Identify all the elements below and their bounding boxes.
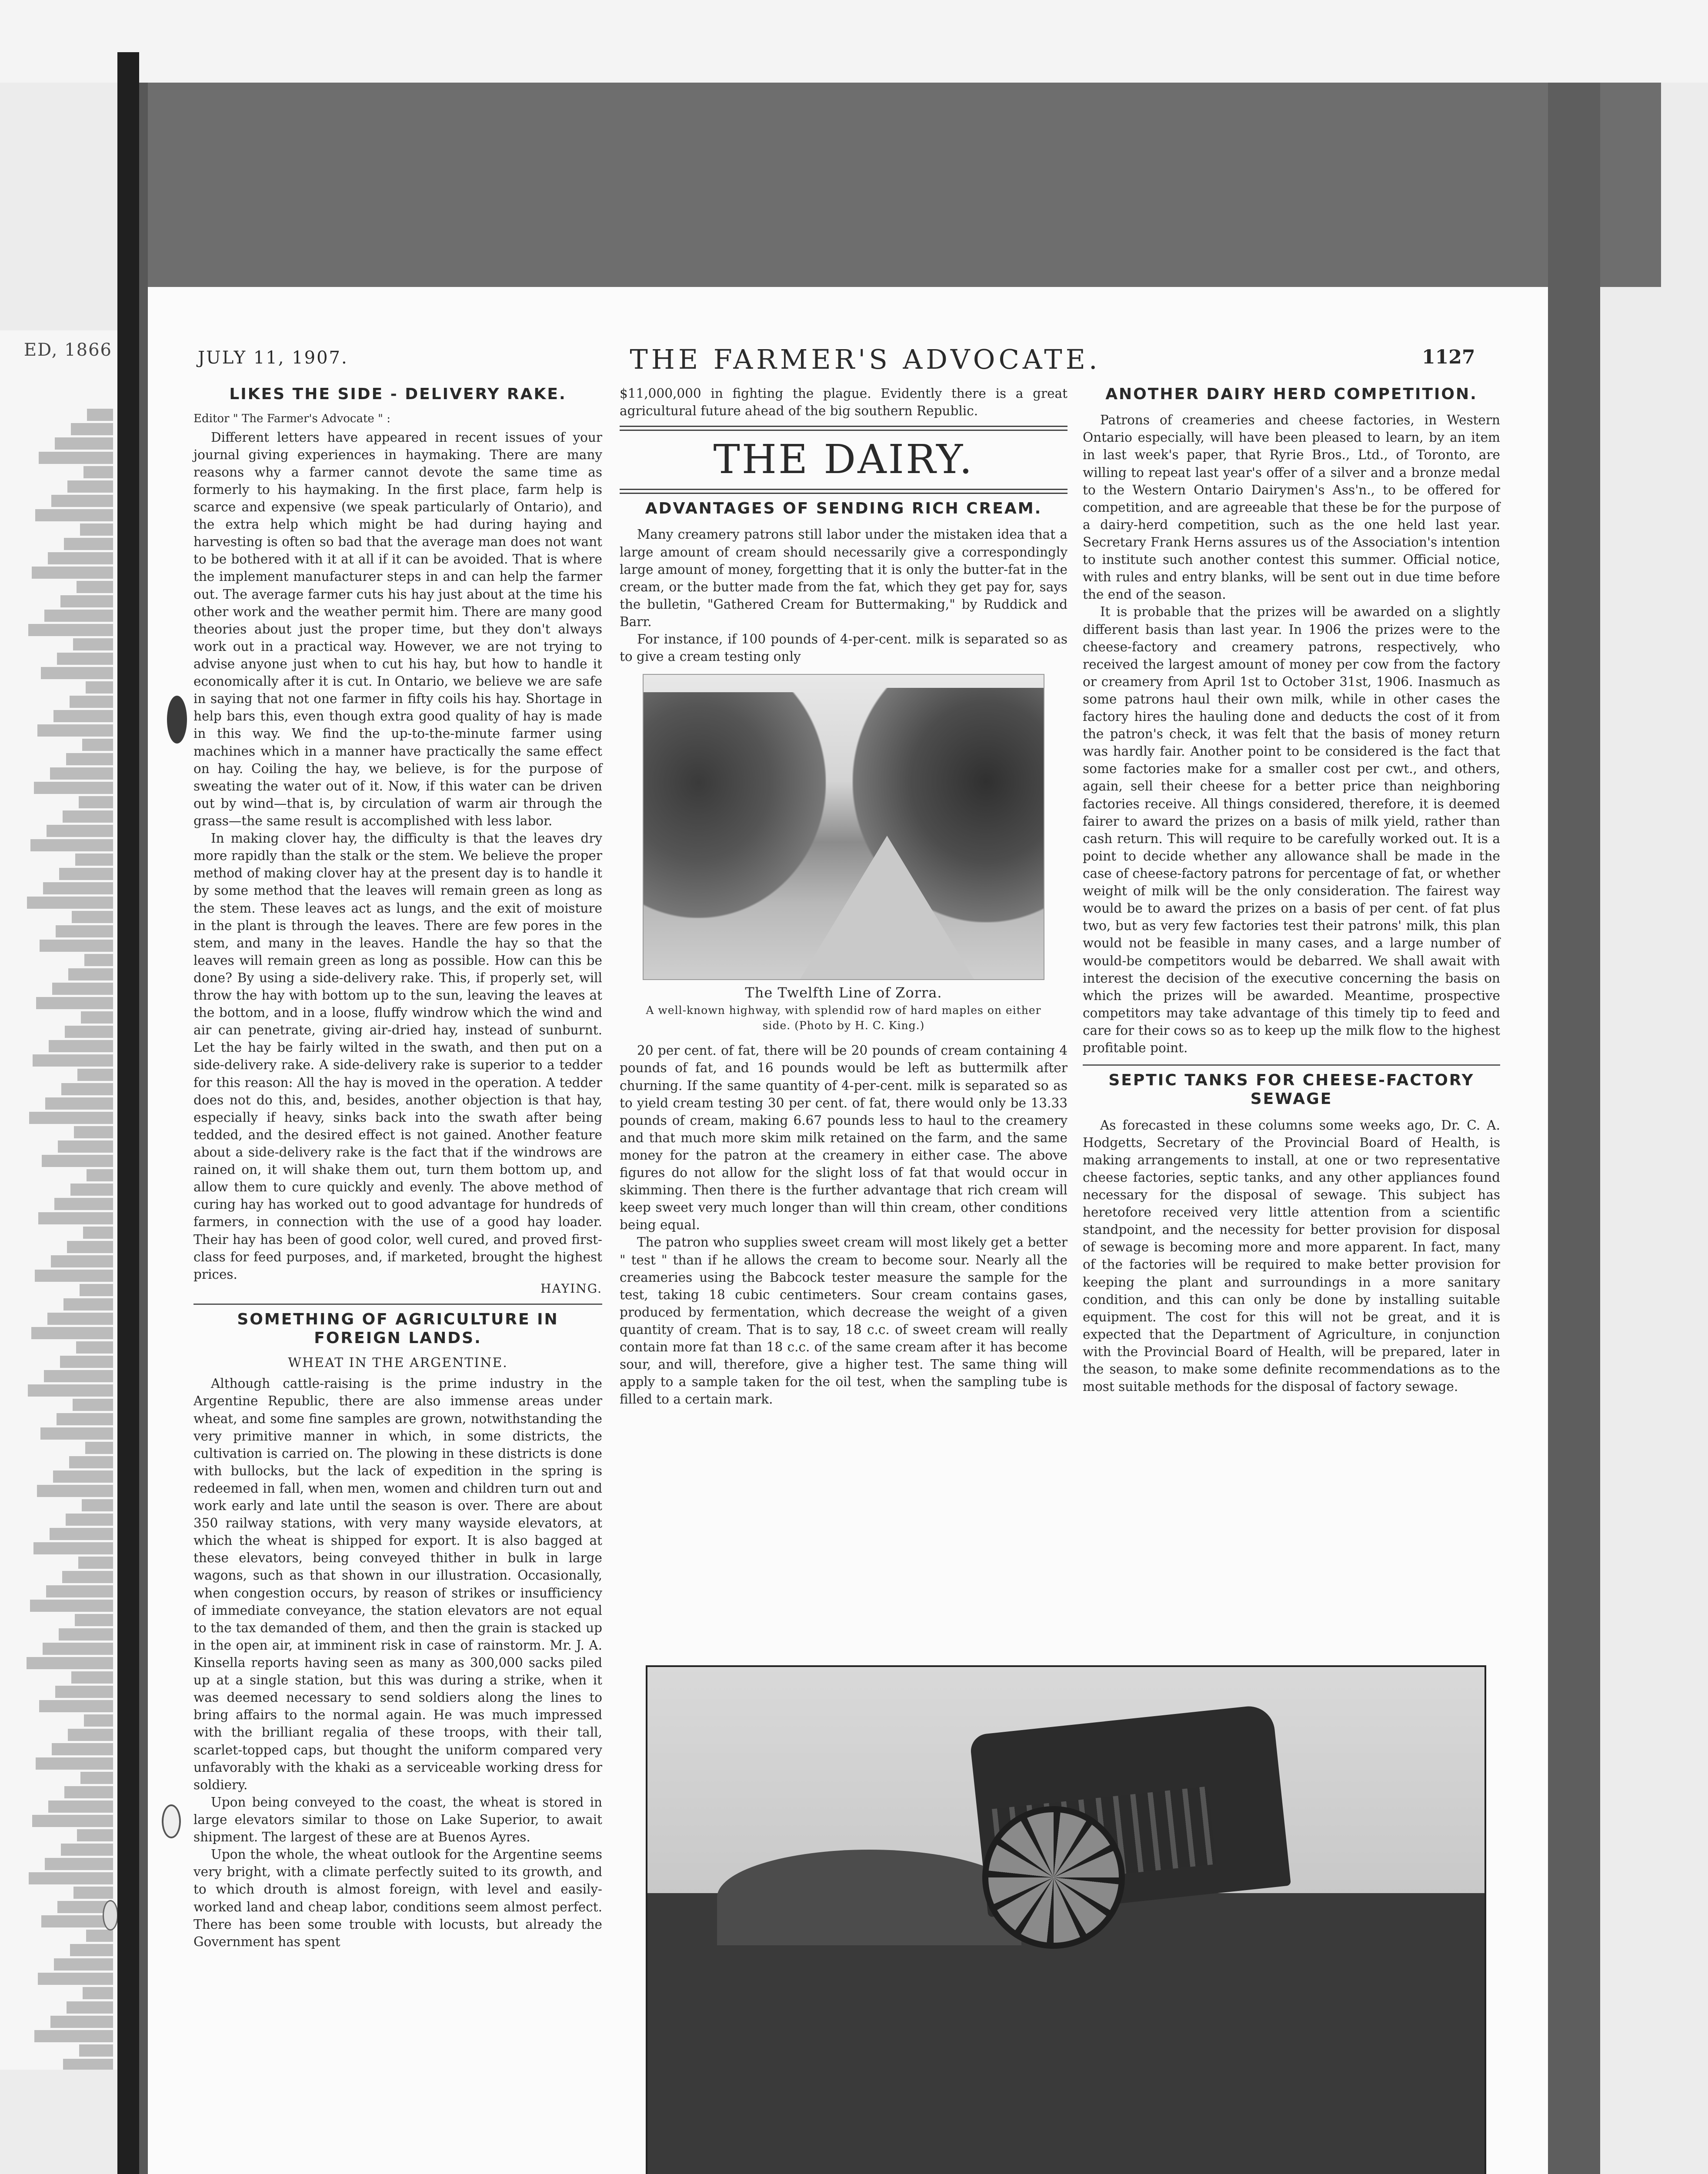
previous-page-text-line (27, 897, 113, 909)
scan-shadow (130, 83, 1661, 287)
previous-page-text-line (42, 1155, 113, 1167)
previous-page-text-line (46, 1585, 113, 1597)
previous-page-text-line (80, 1772, 113, 1784)
previous-page-text-line (75, 854, 113, 866)
column-rule (193, 1304, 602, 1305)
previous-page-text-line (40, 940, 113, 952)
previous-page-text-line (69, 1456, 113, 1468)
section-rule (620, 489, 1068, 494)
previous-page-edge (0, 330, 117, 2070)
previous-page-text-line (57, 1413, 113, 1425)
previous-page-text-line (83, 1987, 113, 1999)
letter-salutation: Editor " The Farmer's Advocate " : (193, 412, 391, 426)
previous-page-text-line (43, 882, 113, 894)
photo-wagon-wheel (982, 1806, 1125, 1949)
previous-page-text-line (38, 1212, 113, 1224)
previous-page-text-line (39, 1700, 113, 1712)
previous-page-text-line (62, 1571, 113, 1583)
previous-page-text-line (83, 466, 113, 478)
previous-page-text-line (45, 1858, 113, 1870)
previous-page-text-line (85, 1442, 113, 1454)
previous-page-text-line (39, 452, 113, 464)
previous-page-text-line (53, 710, 113, 722)
previous-page-text-line (54, 1198, 113, 1210)
previous-page-text-line (55, 1686, 113, 1698)
column-2 (620, 385, 1068, 1408)
previous-page-text-line (67, 1241, 113, 1253)
previous-page-text-line (51, 1255, 113, 1267)
previous-page-text-line (43, 1643, 113, 1655)
previous-page-text-line (34, 782, 113, 794)
previous-page-text-line (50, 1528, 113, 1540)
article-paragraph: Many creamery patrons still labor under the mistaken idea that a large amount of cream should necessarily give a correspondingly large amount of money, forgetting that it is only the butter-fat in the cream, or the butter made from the fat, which they get pay for, says the bulletin, "Gathered Cream for Buttermaking," by Ruddick and Barr. (620, 527, 1068, 629)
article-title-rich-cream: ADVANTAGES OF SENDING RICH CREAM. (645, 500, 1042, 518)
binding-hole (167, 696, 187, 744)
scan-shadow-right (1548, 83, 1600, 2174)
photo-road (800, 836, 974, 979)
previous-page-text-line (36, 1757, 113, 1770)
previous-page-text-line (80, 1284, 113, 1296)
previous-page-text-line (33, 1542, 113, 1554)
previous-page-text-line (70, 1184, 113, 1196)
previous-page-text-line (86, 681, 113, 694)
article-paragraph: Upon being conveyed to the coast, the wheat is stored in large elevators similar to those on Lake Superior, to await shipment. The largest of these are at Buenos Ayres. (193, 1794, 602, 1845)
article-paragraph: Although cattle-raising is the prime industry in the Argentine Republic, there are also immense areas under wheat, and some fine samples are grown, notwithstanding the very primitive manner in which, in some districts, the cultivation is carried on. The plowing in these districts is done with bullocks, but the lack of expedition in the spring is redeemed in fall, when men, women and children turn out and work early and late until the season is over. There are about 350 railway stations, with very many wayside elevators, at which the wheat is shipped for export. It is also bagged at these elevators, being conveyed thither in bulk in large wagons, such as that shown in our illustration. Occasionally, when congestion occurs, by reason of strikes or insufficiency of immediate conveyance, the station elevators are not equal to the tax demanded of them, and then the grain is stacked up in the open air, at imminent risk in case of rainstorm. Mr. J. A. Kinsella reports having seen as many as 300,000 sacks piled up at a single station, but this was during a strike, when it was deemed necessary to send soldiers along the lines to bring affairs to the normal again. He was much impressed with the brilliant regalia of these troops, with their tall, scarlet-topped caps, but thought the uniform compared very unfavorably with the khaki as a serviceable working dress for soldiery. (193, 1376, 602, 1792)
section-rule (620, 426, 1068, 431)
previous-page-text-line (29, 1112, 113, 1124)
previous-page-text-line (47, 825, 113, 837)
previous-page-text-line (71, 1671, 113, 1684)
previous-page-text-line (45, 1097, 113, 1110)
previous-page-text-line (28, 624, 113, 636)
previous-page-text-line (29, 1872, 113, 1884)
running-head (148, 343, 1548, 374)
previous-page-text-line (35, 1270, 113, 1282)
previous-page-text-line (72, 911, 113, 923)
previous-page-text-line (40, 1427, 113, 1440)
previous-page-text-line (31, 1327, 113, 1339)
issue-date: JULY 11, 1907. (198, 348, 348, 368)
previous-page-text-line (63, 810, 113, 823)
article-paragraph: The patron who supplies sweet cream will most likely get a better " test " than if he allows the cream to become sour. Nearly all the creameries using the Babcock tester measure the sample for the test, taking 18 cubic centimeters. Sour cream contains gases, produced by fermentation, which decrease the weight of a given quantity of cream. That is to say, 18 c.c. of sweet cream will really contain more fat than 18 c.c. of the same cream after it has become sour, and will, therefore, give a higher test. The same thing will apply to a sample taken for the oil test, when the sampling tube is filled to a certain mark. (620, 1235, 1068, 1407)
previous-page-text-line (66, 1514, 113, 1526)
section-banner: THE DAIRY. (713, 436, 974, 483)
previous-page-text-line (38, 1973, 113, 1985)
previous-page-text-line (76, 1341, 113, 1354)
previous-page-text-line (67, 2001, 113, 2014)
photo-caption-title: The Twelfth Line of Zorra. (745, 984, 942, 1001)
previous-page-text-line (30, 839, 113, 851)
previous-page-text-line (82, 739, 113, 751)
previous-page-text-line (82, 1499, 113, 1511)
article-paragraph: It is probable that the prizes will be awarded on a slightly different basis than last year. In 1906 the prizes were to the cheese-factory and creamery patrons, respectively, who received the largest amount of money per cow from the factory or creamery from April 1st to October 31st, 1906. Inasmuch as some patrons haul their own milk, while in other cases the factory hires the hauling done and deducts the cost of it from the patron's check, it was felt that the basis of money return was hardly fair. Another point to be considered is the fact that some factories make for a smaller cost per cwt., and others, again, sell their cheese for a better price than neighboring factories receive. All things considered, therefore, it is deemed fairer to award the prizes on a basis of milk yield, rather than cash return. This will require to be carefully worked out. It is a point to decide whether any allowance shall be made in the case of cheese-factory patrons for percentage of fat, or whether weight of milk will be the only consideration. The fairest way would be to award the prizes on a basis of per cent. of fat plus two, but as very few factories test their patrons' milk, this plan would not be feasible in many cases, and a large number of would-be competitors would be debarred. We shall await with interest the decision of the executive concerning the basis on which the prizes will be awarded. Meantime, prospective competitors may take advantage of this timely tip to feed and care for their cows so as to keep up the milk flow to the highest profitable point. (1083, 604, 1500, 1056)
article-title-side-delivery-rake: LIKES THE SIDE - DELIVERY RAKE. (229, 385, 567, 403)
previous-page-text-line (77, 581, 113, 593)
previous-page-text-line (56, 925, 113, 937)
previous-page-text-line (83, 1227, 113, 1239)
previous-page-text-line (32, 1815, 113, 1827)
previous-page-text-line (68, 1729, 113, 1741)
page-number: 1127 (1422, 346, 1475, 368)
article-paragraph: Upon the whole, the wheat outlook for the Argentine seems very bright, with a climate perfectly suited to its growth, and to which drouth is almost foreign, with level and easily-worked land and cheap labor, conditions seem almost perfect. There has been some trouble with locusts, but already the Government has spent (193, 1847, 602, 1949)
page-binding (117, 52, 139, 2174)
previous-page-text-line (28, 1384, 113, 1397)
previous-page-text-line (55, 437, 113, 450)
previous-page-text-line (71, 423, 113, 435)
article-paragraph: Different letters have appeared in recent issues of your journal giving experiences in haymaking. There are many reasons why a farmer cannot devote the same time as formerly to his haymaking. In the first place, farm help is scarce and expensive (we speak particularly of Ontario), and the extra help which might be had during haying and harvesting is often so bad that the average man does not want to be bothered with it at all if it can be avoided. That is where the implement manufacturer steps in and can help the farmer out. The average farmer cuts his hay just about at the time his other work and the weather permit him. There are many good theories about just the proper time, but they don't always work out in a practical way. However, we are not trying to advise anyone just when to cut his hay, but how to handle it economically after it is cut. In Ontario, we believe we are safe in saying that not one farmer in fifty coils his hay. Shortage in help bars this, even though extra good quality of hay is made in this way. We find the up-to-the-minute farmer using machines which in a manner have practically the same effect on hay. Coiling the hay, we believe, is for the purpose of sweating the water out of it. Now, if this water can be driven out by wind—that is, by circulation of warm air through the grass—the same result is accomplished with less labor. (193, 430, 602, 828)
previous-page-text-line (59, 1628, 113, 1641)
previous-page-text-line (63, 2059, 113, 2070)
previous-page-text-line (47, 1313, 113, 1325)
article-title-dairy-herd-competition: ANOTHER DAIRY HERD COMPETITION. (1105, 385, 1478, 403)
newspaper-page (148, 287, 1548, 2174)
previous-page-text-line (70, 696, 113, 708)
previous-page-text-line (74, 1126, 113, 1138)
previous-page-text-line (50, 767, 113, 780)
previous-page-text-line (73, 638, 113, 650)
photo-oxen (717, 1850, 1021, 1945)
previous-page-text-line (54, 1958, 113, 1971)
scan-background-top (0, 0, 1708, 83)
previous-page-text-line (73, 1399, 113, 1411)
previous-page-header: ED, 1866 (23, 340, 112, 360)
column-1 (193, 385, 602, 1951)
article-title-septic-tanks: SEPTIC TANKS FOR CHEESE-FACTORY SEWAGE (1108, 1071, 1474, 1108)
article-title-agriculture-foreign-lands: SOMETHING OF AGRICULTURE IN FOREIGN LANDS. (237, 1310, 559, 1347)
photo-caption-subtitle: A well-known highway, with splendid row of hard maples on either side. (Photo by H. C. King.) (646, 1004, 1041, 1032)
article-continuation: $11,000,000 in fighting the plague. Evidently there is a great agricultural future ahead of the big southern Republic. (620, 386, 1068, 419)
binding-hole (162, 1804, 181, 1838)
previous-page-text-line (32, 567, 113, 579)
previous-page-text-line (78, 1557, 113, 1569)
previous-page-text-line (58, 1140, 113, 1153)
previous-page-text-line (84, 1714, 113, 1727)
previous-page-text-line (60, 595, 113, 607)
article-paragraph: 20 per cent. of fat, there will be 20 pounds of cream containing 4 pounds of fat, and 16 pounds would be left as buttermilk after churning. If the same quantity of 4-per-cent. milk is separated so as to yield cream testing 30 per cent. of fat, there would only be 13.33 pounds of cream, making 6.67 pounds less to haul to the creamery and that much more skim milk retained on the farm, and the same money for the patron at the creamery in either case. The above figures do not allow for the slight loss of fat that would occur in skimming. Then there is the further advantage that rich cream will keep sweet very much longer than will thin cream, other conditions being equal. (620, 1043, 1068, 1233)
previous-page-text-line (77, 1829, 113, 1841)
publication-title: THE FARMER'S ADVOCATE. (630, 343, 1101, 375)
previous-page-text-line (41, 667, 113, 679)
letter-signature: HAYING. (540, 1281, 602, 1296)
previous-page-text-line (53, 1470, 113, 1483)
previous-page-text-line (68, 968, 113, 980)
previous-page-text-line (65, 1026, 113, 1038)
previous-page-text-line (73, 1887, 113, 1899)
previous-page-text-line (79, 2044, 113, 2057)
article-paragraph: Patrons of creameries and cheese factories, in Western Ontario especially, will have been pleased to learn, by an item in last week's paper, that Ryrie Bros., Ltd., of Toronto, are willing to repeat last year's offer of a silver and a bronze medal to the Western Ontario Dairymen's Ass'n., to be offered for competition, and are agreeable that these be for the purpose of a dairy-herd competition, such as the one held last year. Secretary Frank Herns assures us of the Association's intention to institute such another contest this summer. Official notice, with rules and entry blanks, will be sent out in due time before the end of the season. (1083, 413, 1500, 602)
previous-page-text-line (64, 538, 113, 550)
previous-page-text-line (61, 1083, 113, 1095)
previous-page-text-line (84, 954, 113, 966)
binding-hole (103, 1900, 118, 1931)
previous-page-text-line (79, 796, 113, 808)
previous-page-text-line (86, 1930, 113, 1942)
previous-page-text-line (77, 1069, 113, 1081)
previous-page-text-line (52, 1743, 113, 1755)
column-3 (1083, 385, 1500, 1395)
previous-page-text-line (59, 868, 113, 880)
previous-page-text-line (50, 2016, 113, 2028)
photo-wheat-wagon (646, 1665, 1486, 2174)
article-paragraph: For instance, if 100 pounds of 4-per-cent. milk is separated so as to give a cream testing only (620, 632, 1068, 664)
previous-page-text-line (63, 1298, 113, 1310)
previous-page-text-line (67, 480, 113, 493)
previous-page-text-line (34, 2030, 113, 2042)
previous-page-text-line (75, 1614, 113, 1626)
article-paragraph: As forecasted in these columns some weeks ago, Dr. C. A. Hodgetts, Secretary of the Provincial Board of Health, is making arrangements to install, at one or two representative cheese factories, septic tanks, and any other appliances found necessary for the disposal of sewage. This subject has heretofore received very little attention from a scientific standpoint, and the necessity for better provision for disposal of sewage is becoming more and more apparent. In fact, many of the factories will be required to make better provision for keeping the plant and surroundings in a more sanitary condition, and this can only be done by installing suitable equipment. The cost for this will not be great, and it is expected that the Department of Agriculture, in conjunction with the Provincial Board of Health, will be prepared, later in the season, to make some definite recommendations as to the most suitable methods for the disposal of factory sewage. (1083, 1117, 1500, 1394)
previous-page-text-line (70, 1944, 113, 1956)
previous-page-text-line (64, 1786, 113, 1798)
previous-page-text-line (44, 610, 113, 622)
previous-page-text-line (61, 1844, 113, 1856)
previous-page-text-line (60, 1356, 113, 1368)
photo-tree-lined-road (643, 674, 1044, 980)
previous-page-text-line (87, 1169, 113, 1181)
previous-page-text-line (48, 552, 113, 564)
previous-page-text-line (81, 1011, 113, 1024)
article-subtitle: WHEAT IN THE ARGENTINE. (288, 1355, 508, 1371)
previous-page-text-line (44, 1370, 113, 1382)
column-rule (1083, 1064, 1500, 1066)
previous-page-text-line (35, 509, 113, 521)
previous-page-text-line (66, 753, 113, 765)
previous-page-text-line (52, 983, 113, 995)
previous-page-text-line (27, 1657, 113, 1669)
previous-page-text-line (49, 1040, 113, 1052)
previous-page-text-line (51, 495, 113, 507)
previous-page-text-line (87, 409, 113, 421)
photo-trees (644, 692, 826, 918)
previous-page-text-line (37, 724, 113, 737)
previous-page-text-line (33, 1054, 113, 1067)
previous-page-text-line (36, 997, 113, 1009)
previous-page-text-line (48, 1801, 113, 1813)
previous-page-text-line (30, 1600, 113, 1612)
previous-page-text-line (80, 523, 113, 536)
previous-page-text-line (57, 653, 113, 665)
previous-page-text-line (37, 1485, 113, 1497)
article-paragraph: In making clover hay, the difficulty is that the leaves dry more rapidly than the stalk or the stem. We believe the proper method of making clover hay at the present day is to handle it by some method that the leaves will remain green as long as the stem. These leaves act as lungs, and the exit of moisture in the plant is through the leaves. There are few pores in the stem, and many in the leaves. Handle the hay so that the leaves will remain green as long as possible. How can this be done? By using a side-delivery rake. This, if properly set, will throw the hay with bottom up to the sun, leaving the leaves at the bottom, and in a loose, fluffy windrow which the wind and air can penetrate, giving air-dried hay, instead of sunburnt. Let the hay be fairly wilted in the swath, and then put on a side-delivery rake. A side-delivery rake is superior to a tedder for this reason: All the hay is moved in the operation. A tedder does not do this, and, besides, another objection is that hay, especially if heavy, sinks back into the swath after being tedded, and the desired effect is not gained. Another feature about a side-delivery rake is the fact that if the windrows are rained on, it will shake them out, turn them bottom up, and allow them to cure quickly and evenly. The above method of curing hay has worked out to good advantage for hundreds of farmers, in connection with the use of a good hay loader. Their hay has been of good color, well cured, and proved first-class for feed purposes, and, if marketed, brought the highest prices. (193, 831, 602, 1282)
